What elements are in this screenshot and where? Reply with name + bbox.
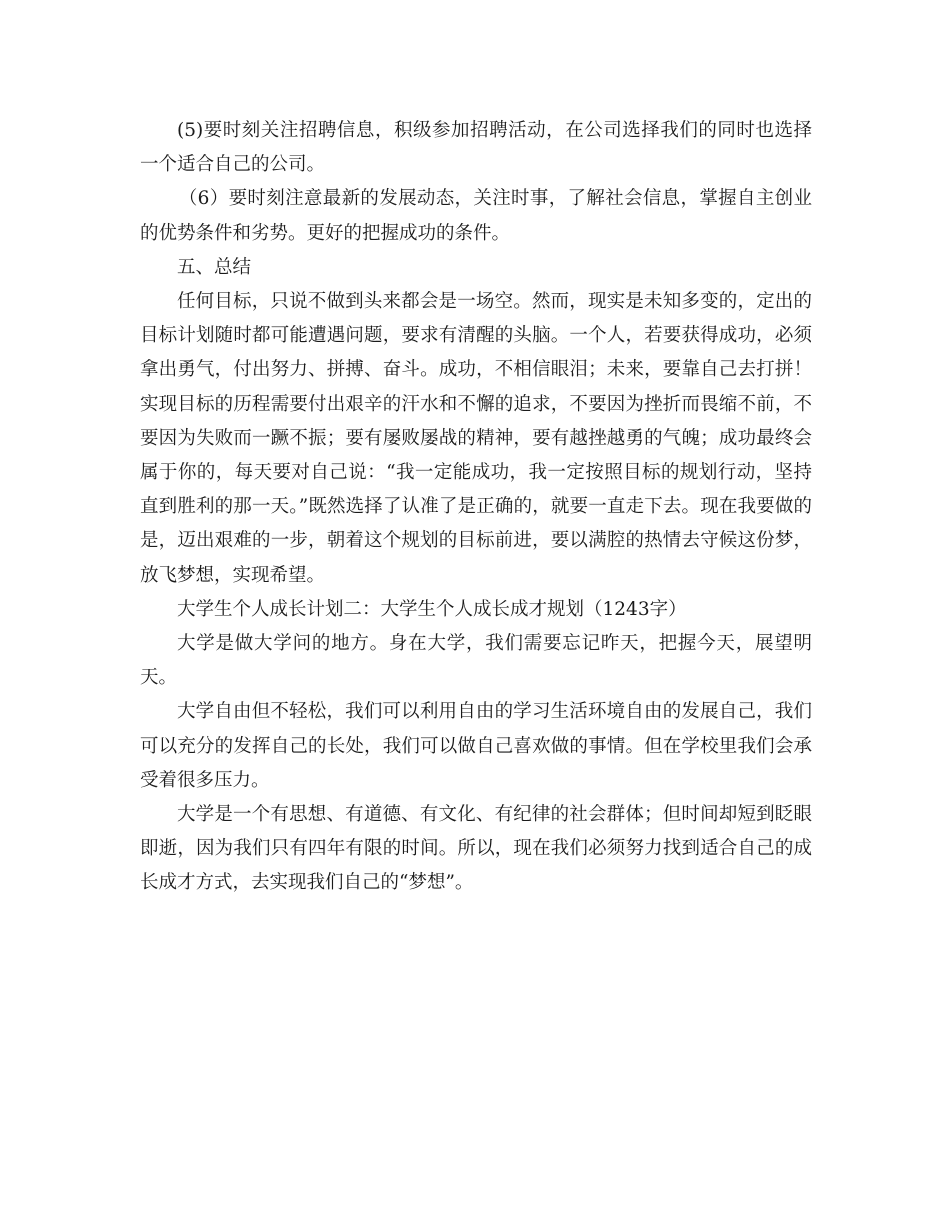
paragraph-university-freedom: 大学自由但不轻松，我们可以利用自由的学习生活环境自由的发展自己，我们可以充分的发挥自己的长处，我们可以做自己喜欢做的事情。但在学校里我们会承受着很多压力。 <box>140 701 812 791</box>
paragraph-university-group: 大学是一个有思想、有道德、有文化、有纪律的社会群体；但时间却短到眨眼即逝，因为我们只有四年有限的时间。所以，现在我们必须努力找到适合自己的成长成才方式，去实现我们自己的“梦想”。 <box>140 804 812 894</box>
paragraph-item-5-recruitment: (5)要时刻关注招聘信息，积级参加招聘活动，在公司选择我们的同时也选择一个适合自己的公司。 <box>140 120 812 176</box>
paragraph-university-intro: 大学是做大学问的地方。身在大学，我们需要忘记昨天，把握今天，展望明天。 <box>140 633 812 689</box>
section-title-plan-two: 大学生个人成长计划二：大学生个人成长成才规划（1243字） <box>177 598 687 620</box>
section-heading-summary: 五、总结 <box>177 256 252 278</box>
paragraph-summary: 任何目标，只说不做到头来都会是一场空。然而，现实是未知多变的，定出的目标计划随时都可能遭遇问题，要求有清醒的头脑。一个人，若要获得成功，必须拿出勇气，付出努力、拼搏、奋斗。成功，不相信眼泪；未来，要靠自己去打拼！实现目标的历程需要付出艰辛的汗水和不懈的追求，不要因为挫折而畏缩不前，不要因为失败而一蹶不振；要有屡败屡战的精神，要有越挫越勇的气魄；成功最终会属于你的，每天要对自己说：“我一定能成功，我一定按照目标的规划行动，坚持直到胜利的那一天。”既然选择了认准了是正确的，就要一直走下去。现在我要做的是，迈出艰难的一步，朝着这个规划的目标前进，要以满腔的热情去守候这份梦，放飞梦想，实现希望。 <box>140 291 812 586</box>
paragraph-item-6-trends: （6）要时刻注意最新的发展动态，关注时事，了解社会信息，掌握自主创业的优势条件和劣势。更好的把握成功的条件。 <box>140 188 812 244</box>
document-body <box>140 114 812 901</box>
